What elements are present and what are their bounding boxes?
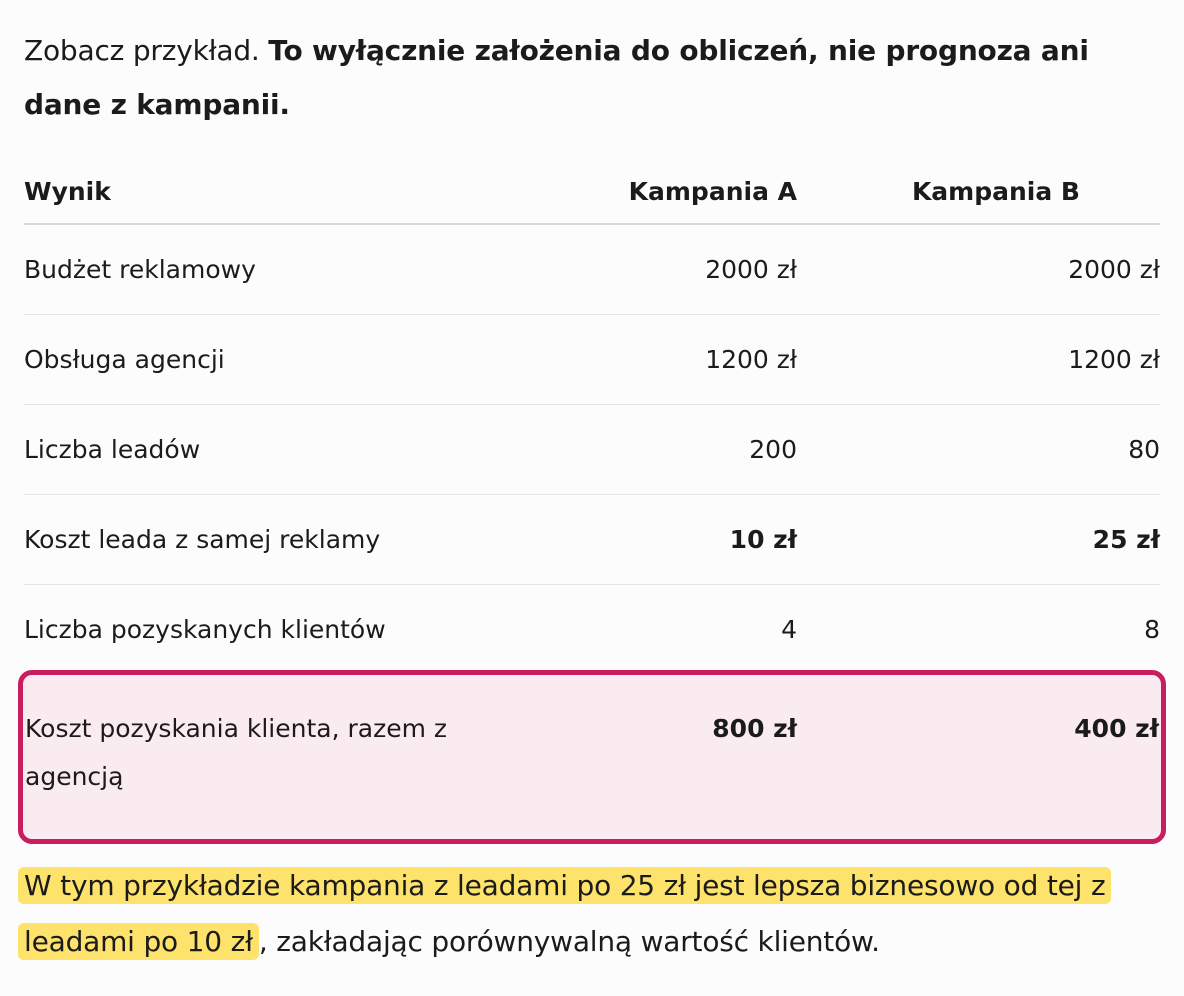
campaign-b-value: 1200 zł bbox=[1068, 345, 1160, 374]
table-row bbox=[24, 585, 1160, 675]
highlighted-total-row bbox=[18, 670, 1166, 844]
campaign-b-value: 2000 zł bbox=[1068, 255, 1160, 284]
campaign-b-value: 8 bbox=[1144, 615, 1160, 644]
header-campaign-a: Kampania A bbox=[628, 177, 797, 206]
campaign-a-value: 200 bbox=[749, 435, 797, 464]
conclusion-text bbox=[18, 858, 1168, 970]
table-header-row bbox=[24, 158, 1160, 225]
highlighted-conclusion: W tym przykładzie kampania z leadami po 25 zł jest lepsza biznesowo od tej z leadami po 10 zł bbox=[18, 867, 1111, 960]
table-row bbox=[24, 225, 1160, 315]
campaign-b-value: 25 zł bbox=[1092, 525, 1160, 554]
intro-text bbox=[24, 24, 1164, 132]
intro-emphasis: To wyłącznie założenia do obliczeń, nie prognoza ani dane z kampanii. bbox=[24, 34, 1089, 121]
header-campaign-b: Kampania B bbox=[911, 177, 1080, 206]
campaign-b-value: 80 bbox=[1128, 435, 1160, 464]
row-label: Liczba pozyskanych klientów bbox=[24, 615, 386, 644]
campaign-a-value: 10 zł bbox=[729, 525, 797, 554]
conclusion-rest: , zakładając porównywalną wartość klientów. bbox=[258, 925, 880, 958]
campaign-b-value: 400 zł bbox=[1074, 714, 1159, 743]
campaign-a-value: 800 zł bbox=[712, 714, 797, 743]
campaign-a-value: 1200 zł bbox=[705, 345, 797, 374]
row-label: Budżet reklamowy bbox=[24, 255, 256, 284]
campaign-a-value: 4 bbox=[781, 615, 797, 644]
campaign-a-value: 2000 zł bbox=[705, 255, 797, 284]
intro-lead: Zobacz przykład. bbox=[24, 34, 260, 67]
row-label: Liczba leadów bbox=[24, 435, 201, 464]
row-label: Koszt pozyskania klienta, razem z agencją bbox=[25, 714, 447, 791]
table-row bbox=[24, 315, 1160, 405]
table-row bbox=[24, 495, 1160, 585]
table-row bbox=[24, 405, 1160, 495]
header-result: Wynik bbox=[24, 177, 111, 206]
row-label: Obsługa agencji bbox=[24, 345, 225, 374]
row-label: Koszt leada z samej reklamy bbox=[24, 525, 381, 554]
comparison-table bbox=[24, 158, 1160, 675]
